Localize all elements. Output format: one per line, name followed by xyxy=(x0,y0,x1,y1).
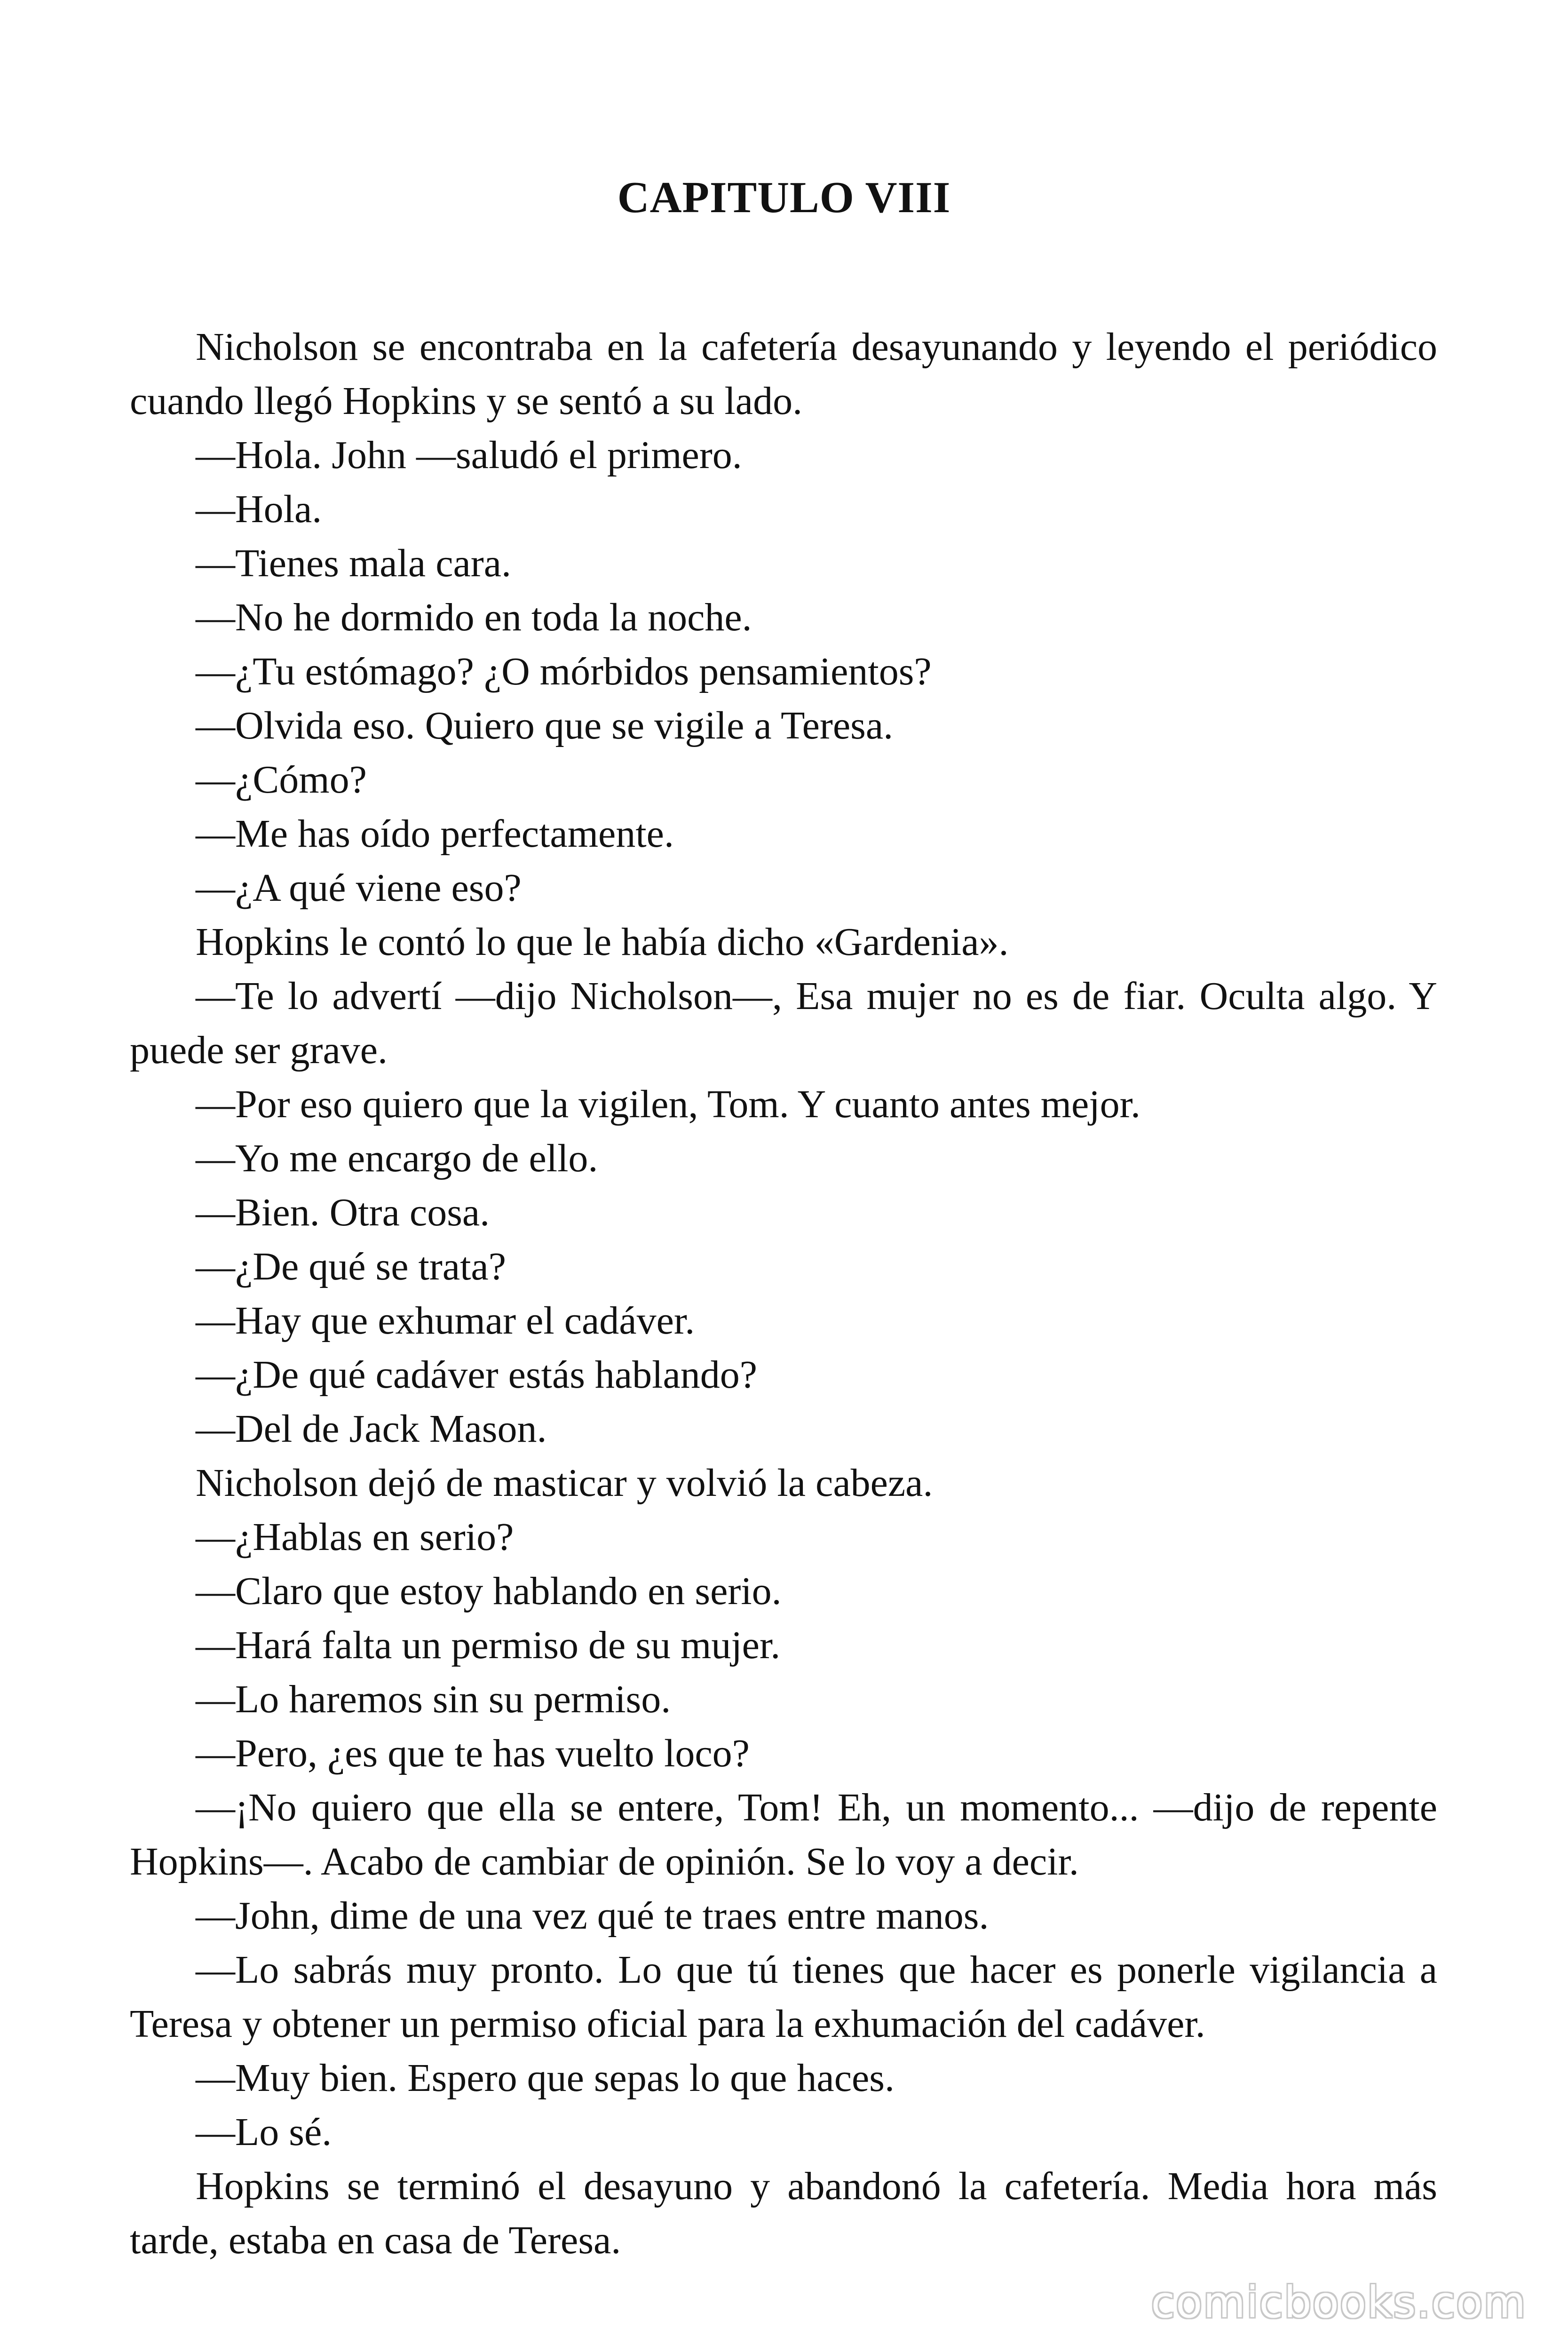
paragraph: —John, dime de una vez qué te traes entre manos. xyxy=(196,1894,989,1938)
paragraph: —No he dormido en toda la noche. xyxy=(196,596,752,639)
paragraph: —Lo sabrás muy pronto. Lo que tú tienes que hacer es ponerle vigilancia a Teresa y obtener un permiso oficial para la exhumación del cadáver. xyxy=(130,1948,1437,2046)
paragraph: —Hola. xyxy=(196,487,322,531)
paragraph: —¿De qué cadáver estás hablando? xyxy=(196,1353,758,1397)
paragraph: —Muy bien. Espero que sepas lo que haces. xyxy=(196,2056,895,2100)
paragraph: —Claro que estoy hablando en serio. xyxy=(196,1569,782,1613)
paragraph: —Del de Jack Mason. xyxy=(196,1407,547,1451)
watermark: comicbooks.com xyxy=(1151,2277,1527,2328)
chapter-title: CAPITULO VIII xyxy=(617,173,951,222)
paragraph: —Por eso quiero que la vigilen, Tom. Y cuanto antes mejor. xyxy=(196,1082,1140,1126)
chapter-body xyxy=(130,320,1437,2267)
paragraph: Nicholson se encontraba en la cafetería desayunando y leyendo el periódico cuando llegó Hopkins y se sentó a su lado. xyxy=(130,325,1437,423)
paragraph: Hopkins se terminó el desayuno y abandonó la cafetería. Media hora más tarde, estaba en casa de Teresa. xyxy=(130,2164,1437,2262)
paragraph: —¿Tu estómago? ¿O mórbidos pensamientos? xyxy=(196,650,932,693)
paragraph: —¡No quiero que ella se entere, Tom! Eh, un momento... —dijo de repente Hopkins—. Acabo de cambiar de opinión. Se lo voy a decir. xyxy=(130,1786,1437,1883)
paragraph: Nicholson dejó de masticar y volvió la cabeza. xyxy=(196,1461,933,1505)
paragraph: —Olvida eso. Quiero que se vigile a Teresa. xyxy=(196,704,894,747)
paragraph: —Yo me encargo de ello. xyxy=(196,1136,598,1180)
paragraph: —¿Cómo? xyxy=(196,758,367,802)
paragraph: —Te lo advertí —dijo Nicholson—, Esa mujer no es de fiar. Oculta algo. Y puede ser grave. xyxy=(130,974,1437,1072)
paragraph: —Me has oído perfectamente. xyxy=(196,812,674,856)
paragraph: —Bien. Otra cosa. xyxy=(196,1191,490,1234)
paragraph: —Tienes mala cara. xyxy=(196,541,512,585)
paragraph: —Hará falta un permiso de su mujer. xyxy=(196,1623,781,1667)
paragraph: —Pero, ¿es que te has vuelto loco? xyxy=(196,1732,750,1775)
paragraph: —Lo sé. xyxy=(196,2110,332,2154)
paragraph: —Hola. John —saludó el primero. xyxy=(196,433,742,477)
paragraph: Hopkins le contó lo que le había dicho «Gardenia». xyxy=(196,920,1009,964)
paragraph: —Lo haremos sin su permiso. xyxy=(196,1677,671,1721)
paragraph: —¿De qué se trata? xyxy=(196,1245,506,1288)
paragraph: —Hay que exhumar el cadáver. xyxy=(196,1299,695,1343)
paragraph: —¿A qué viene eso? xyxy=(196,866,522,910)
paragraph: —¿Hablas en serio? xyxy=(196,1515,514,1559)
